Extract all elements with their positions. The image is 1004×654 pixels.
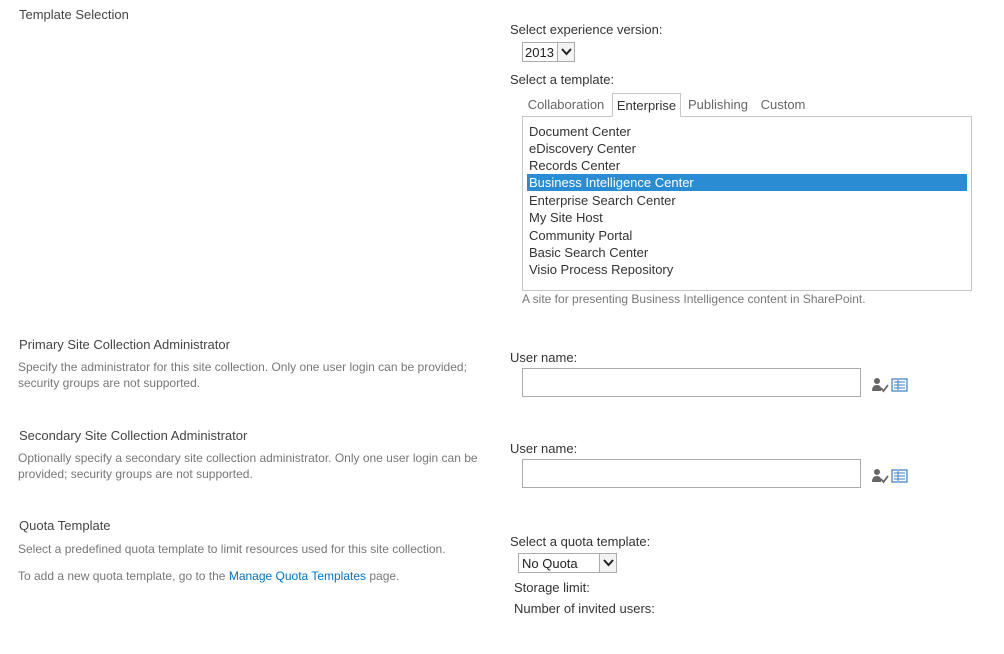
address-book-icon[interactable] [891, 468, 909, 484]
chevron-down-icon [599, 554, 616, 572]
list-item-selected[interactable]: Business Intelligence Center [527, 174, 967, 191]
manage-quota-templates-link[interactable]: Manage Quota Templates [228, 569, 367, 583]
template-description: A site for presenting Business Intelligence content in SharePoint. [522, 292, 866, 306]
quota-link-line [18, 568, 399, 584]
tab-custom[interactable]: Custom [760, 97, 806, 112]
experience-version-value: 2013 [525, 44, 554, 60]
check-names-icon[interactable] [871, 468, 889, 484]
quota-select-value: No Quota [522, 555, 578, 571]
quota-description: Select a predefined quota template to limit resources used for this site collection. [18, 542, 446, 556]
list-item[interactable]: Visio Process Repository [529, 262, 674, 277]
template-section-title: Template Selection [19, 7, 129, 22]
check-names-icon[interactable] [871, 377, 889, 393]
tab-collaboration[interactable]: Collaboration [527, 97, 605, 112]
secondary-admin-title: Secondary Site Collection Administrator [19, 428, 248, 443]
secondary-user-input[interactable] [522, 459, 861, 488]
list-item[interactable]: Document Center [529, 124, 631, 139]
primary-user-input[interactable] [522, 368, 861, 397]
storage-limit-label: Storage limit: [514, 580, 590, 595]
chevron-down-icon [557, 43, 574, 61]
list-item[interactable]: Enterprise Search Center [529, 193, 676, 208]
invited-users-label: Number of invited users: [514, 601, 655, 616]
quota-select-label: Select a quota template: [510, 534, 651, 549]
secondary-admin-description: Optionally specify a secondary site collection administrator. Only one user login can be provided; security groups are not supported. [18, 451, 478, 481]
primary-admin-title: Primary Site Collection Administrator [19, 337, 230, 352]
template-label: Select a template: [510, 72, 615, 87]
list-item[interactable]: Records Center [529, 158, 621, 173]
primary-admin-description: Specify the administrator for this site collection. Only one user login can be provided; security groups are not supported. [18, 360, 467, 390]
list-item[interactable]: Community Portal [529, 228, 633, 243]
list-item[interactable]: Basic Search Center [529, 245, 649, 260]
template-listbox[interactable] [522, 116, 972, 291]
list-item[interactable]: My Site Host [529, 210, 603, 225]
tab-publishing[interactable]: Publishing [688, 97, 748, 112]
primary-user-label: User name: [510, 350, 578, 365]
quota-link-suffix: page. [366, 569, 400, 583]
quota-select[interactable] [518, 553, 617, 573]
experience-version-label: Select experience version: [510, 22, 663, 37]
quota-title: Quota Template [19, 518, 111, 533]
experience-version-select[interactable] [522, 42, 575, 62]
address-book-icon[interactable] [891, 377, 909, 393]
list-item[interactable]: eDiscovery Center [529, 141, 636, 156]
quota-link-prefix: To add a new quota template, go to the [18, 569, 229, 583]
secondary-user-label: User name: [510, 441, 578, 456]
tab-enterprise[interactable]: Enterprise [612, 93, 681, 117]
